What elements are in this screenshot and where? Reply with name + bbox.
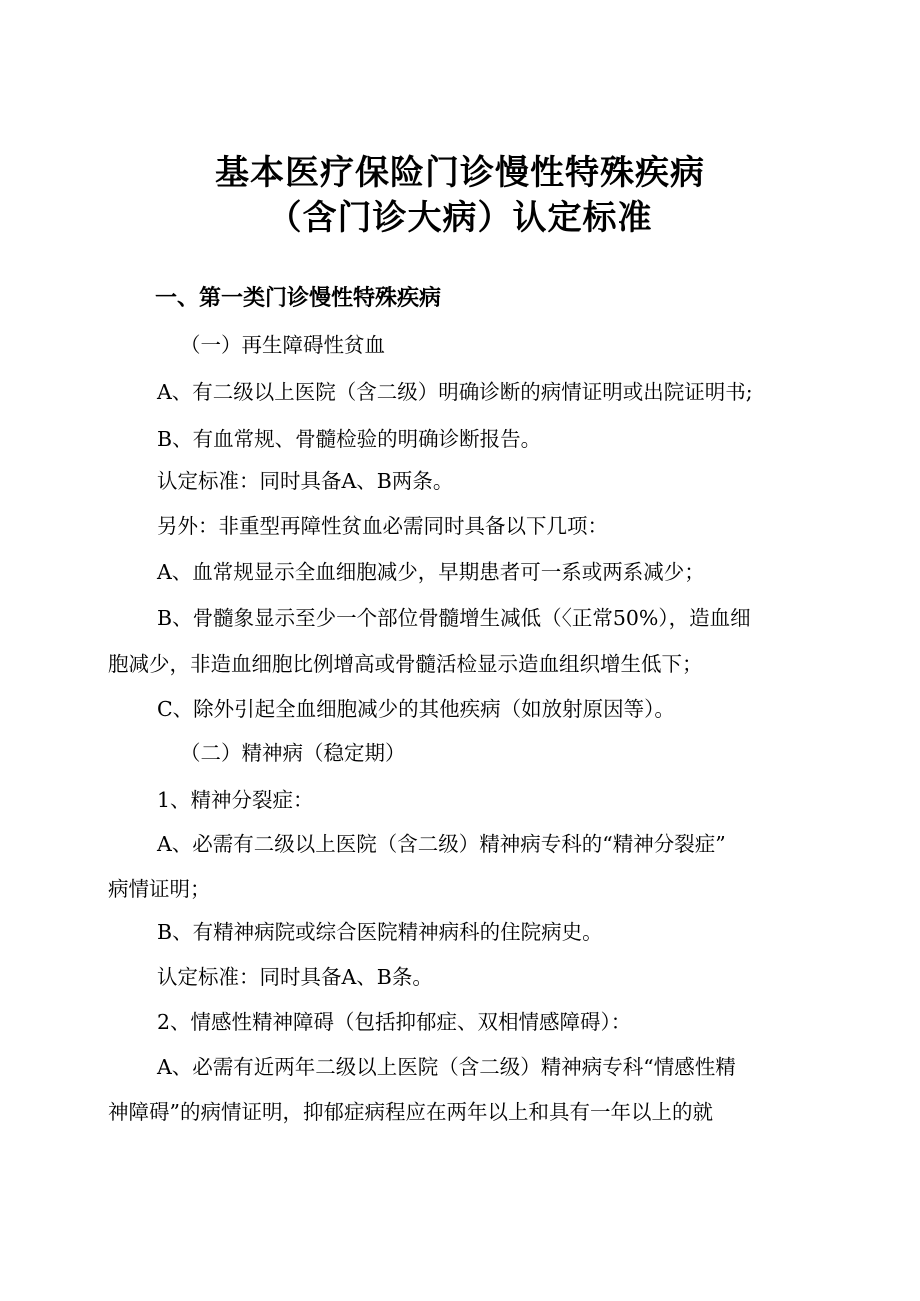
document-title-line-2: （含门诊大病）认定标准 — [267, 198, 653, 238]
paragraph-line: A、必需有二级以上医院（含二级）精神病专科的“精神分裂症” — [157, 832, 726, 856]
paragraph-line: C、除外引起全血细胞减少的其他疾病（如放射原因等）。 — [157, 697, 675, 721]
paragraph-line: 认定标准：同时具备A、B两条。 — [157, 469, 454, 493]
paragraph-line: 胞减少，非造血细胞比例增高或骨髓活检显示造血组织增生低下； — [108, 652, 703, 676]
paragraph-line: B、骨髓象显示至少一个部位骨髓增生减低（〈正常50%），造血细 — [157, 606, 751, 630]
paragraph-line: 神障碍”的病情证明，抑郁症病程应在两年以上和具有一年以上的就 — [108, 1100, 713, 1124]
subsection-heading: （一）再生障碍性贫血 — [180, 333, 385, 357]
paragraph-line: A、有二级以上医院（含二级）明确诊断的病情证明或出院证明书; — [157, 380, 753, 404]
paragraph-line: 2、情感性精神障碍（包括抑郁症、双相情感障碍）： — [157, 1010, 632, 1034]
paragraph-line: 1、精神分裂症： — [157, 788, 314, 812]
paragraph-line: 认定标准：同时具备A、B条。 — [157, 965, 433, 989]
paragraph-line: 病情证明； — [108, 877, 211, 901]
section-heading: 一、第一类门诊慢性特殊疾病 — [155, 286, 442, 311]
document-title-line-1: 基本医疗保险门诊慢性特殊疾病 — [215, 153, 705, 193]
paragraph-line: A、血常规显示全血细胞减少，早期患者可一系或两系减少； — [157, 560, 705, 584]
paragraph-line: B、有精神病院或综合医院精神病科的住院病史。 — [157, 920, 603, 944]
paragraph-line: A、必需有近两年二级以上医院（含二级）精神病专科“情感性精 — [157, 1055, 736, 1079]
paragraph-line: 另外：非重型再障性贫血必需同时具备以下几项： — [157, 514, 608, 538]
subsection-heading: （二）精神病（稳定期） — [180, 741, 406, 765]
paragraph-line: B、有血常规、骨髓检验的明确诊断报告。 — [157, 427, 542, 451]
